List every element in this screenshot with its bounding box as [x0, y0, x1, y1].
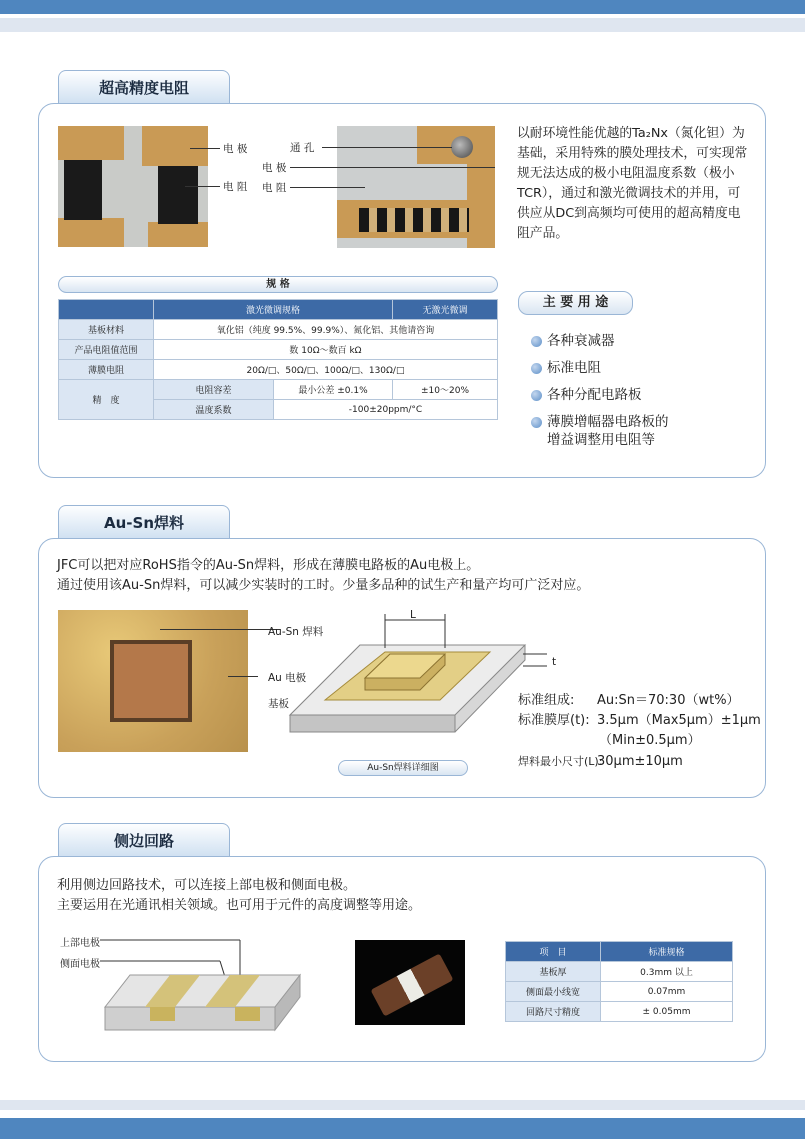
side-electrode-label: 侧面电极 [60, 959, 100, 970]
table-header: 项 目 [506, 942, 601, 962]
uses-title: 主 要 用 途 [542, 295, 609, 310]
table-cell: 基板厚 [506, 962, 601, 982]
list-item-label: 标准电阻 [547, 360, 601, 376]
bullet-icon [531, 336, 542, 347]
table-row [506, 1002, 733, 1022]
table-cell: 数 10Ω～数百 kΩ [154, 340, 498, 360]
top-electrode-label: 上部电极 [60, 938, 100, 949]
table-row [506, 982, 733, 1002]
resistor-label: 电 阻 [262, 182, 287, 194]
top-stripe [0, 18, 805, 32]
table-cell: 回路尺寸精度 [506, 1002, 601, 1022]
section2-line1: JFC可以把对应RoHS指令的Au-Sn焊料，形成在薄膜电路板的Au电极上。 [57, 558, 480, 573]
chip-photo [355, 940, 465, 1025]
table-cell: ±10～20% [393, 380, 498, 400]
spec-label: 标准组成: [518, 693, 575, 708]
bullet-icon [531, 390, 542, 401]
section3-title: 侧边回路 [113, 832, 174, 850]
spec-label: 焊料最小尺寸(L): [518, 755, 603, 768]
spec-title: 规 格 [266, 279, 290, 290]
diagram-caption [338, 760, 468, 776]
table-cell: 基板材料 [59, 320, 154, 340]
table-cell: 最小公差 ±0.1% [274, 380, 393, 400]
au-sn-label: Au-Sn 焊料 [268, 626, 324, 638]
leader-line [190, 148, 220, 149]
spec-value: 30μm±10μm [597, 754, 683, 769]
caption-text: Au-Sn焊料详细图 [367, 763, 439, 773]
leader-line [290, 187, 365, 188]
spec-title-bar [58, 276, 498, 293]
side-circuit-table [505, 941, 733, 1022]
bullet-icon [531, 363, 542, 374]
section2-title: Au-Sn焊料 [104, 514, 184, 532]
table-cell: 温度系数 [154, 400, 274, 420]
table-cell: 0.3mm 以上 [601, 962, 733, 982]
list-item [547, 386, 642, 405]
bullet-icon [531, 417, 542, 428]
au-sn-diagram [285, 600, 575, 760]
table-row [59, 320, 498, 340]
leader-line [160, 629, 280, 630]
side-circuit-diagram [100, 935, 310, 1040]
substrate-label: 基板 [268, 698, 289, 710]
table-cell: 产品电阻值范围 [59, 340, 154, 360]
dimension-t-label: t [552, 656, 557, 668]
leader-line [228, 676, 258, 677]
leader-line [322, 147, 452, 148]
uses-title-pill [518, 291, 633, 315]
table-row [506, 962, 733, 982]
list-item [547, 359, 601, 378]
section2-line2: 通过使用该Au-Sn焊料，可以减少实装时的工时。少量多品种的试生产和量产均可广泛对应。 [57, 578, 590, 593]
spec-header-laser: 激光微调规格 [154, 300, 393, 320]
spec-label: 标准膜厚(t): [518, 713, 590, 728]
table-cell: 精 度 [59, 380, 154, 420]
table-cell: 0.07mm [601, 982, 733, 1002]
spec-value: Au:Sn＝70:30（wt%） [597, 693, 740, 708]
list-item-continuation: 增益调整用电阻等 [547, 432, 655, 448]
section3-line1: 利用侧边回路技术，可以连接上部电极和侧面电极。 [57, 878, 357, 893]
spec-value: 3.5μm（Max5μm）±1μm [597, 713, 761, 728]
dimension-l-label: L [410, 609, 416, 621]
spec-table [58, 299, 498, 420]
top-banner [0, 0, 805, 14]
electrode-label: 电 极 [262, 162, 287, 174]
table-cell: -100±20ppm/°C [274, 400, 498, 420]
via-label: 通 孔 [290, 142, 315, 154]
table-row [59, 360, 498, 380]
section1-title: 超高精度电阻 [98, 79, 189, 97]
spec-header-nolaser: 无激光微调 [393, 300, 498, 320]
resistor-label: 电 阻 [223, 181, 248, 193]
table-cell: ± 0.05mm [601, 1002, 733, 1022]
list-item-label: 薄膜增幅器电路板的 [547, 414, 669, 430]
au-electrode-label: Au 电极 [268, 672, 307, 684]
list-item [547, 413, 669, 432]
table-cell: 氧化铝（纯度 99.5%、99.9%）、氮化铝、其他请咨询 [154, 320, 498, 340]
list-item [547, 332, 615, 351]
table-cell: 侧面最小线宽 [506, 982, 601, 1002]
spec-header-blank [59, 300, 154, 320]
section1-description: 以耐环境性能优越的Ta₂Nx（氮化钽）为基础，采用特殊的膜处理技术，可实现常规无法达成的极小电阻温度系数（极小TCR），通过和激光微调技术的并用，可供应从DC到高频均可使用的超高精度电阻产品。 [517, 126, 748, 241]
table-row [59, 380, 498, 400]
leader-line [185, 186, 220, 187]
section1-tab [58, 70, 230, 104]
section3-tab [58, 823, 230, 857]
section3-line2: 主要运用在光通讯相关领域。也可用于元件的高度调整等用途。 [57, 898, 422, 913]
table-row [59, 340, 498, 360]
bottom-stripe [0, 1100, 805, 1110]
table-cell: 20Ω/□、50Ω/□、100Ω/□、130Ω/□ [154, 360, 498, 380]
electrode-label: 电 极 [223, 143, 248, 155]
spec-value: （Min±0.5μm） [599, 733, 701, 748]
au-sn-photo [58, 610, 248, 752]
section2-tab [58, 505, 230, 539]
table-cell: 薄膜电阻 [59, 360, 154, 380]
table-cell: 电阻容差 [154, 380, 274, 400]
bottom-banner [0, 1118, 805, 1139]
list-item-label: 各种分配电路板 [547, 387, 642, 403]
table-header: 标准规格 [601, 942, 733, 962]
leader-line [290, 167, 495, 168]
list-item-label: 各种衰减器 [547, 333, 615, 349]
